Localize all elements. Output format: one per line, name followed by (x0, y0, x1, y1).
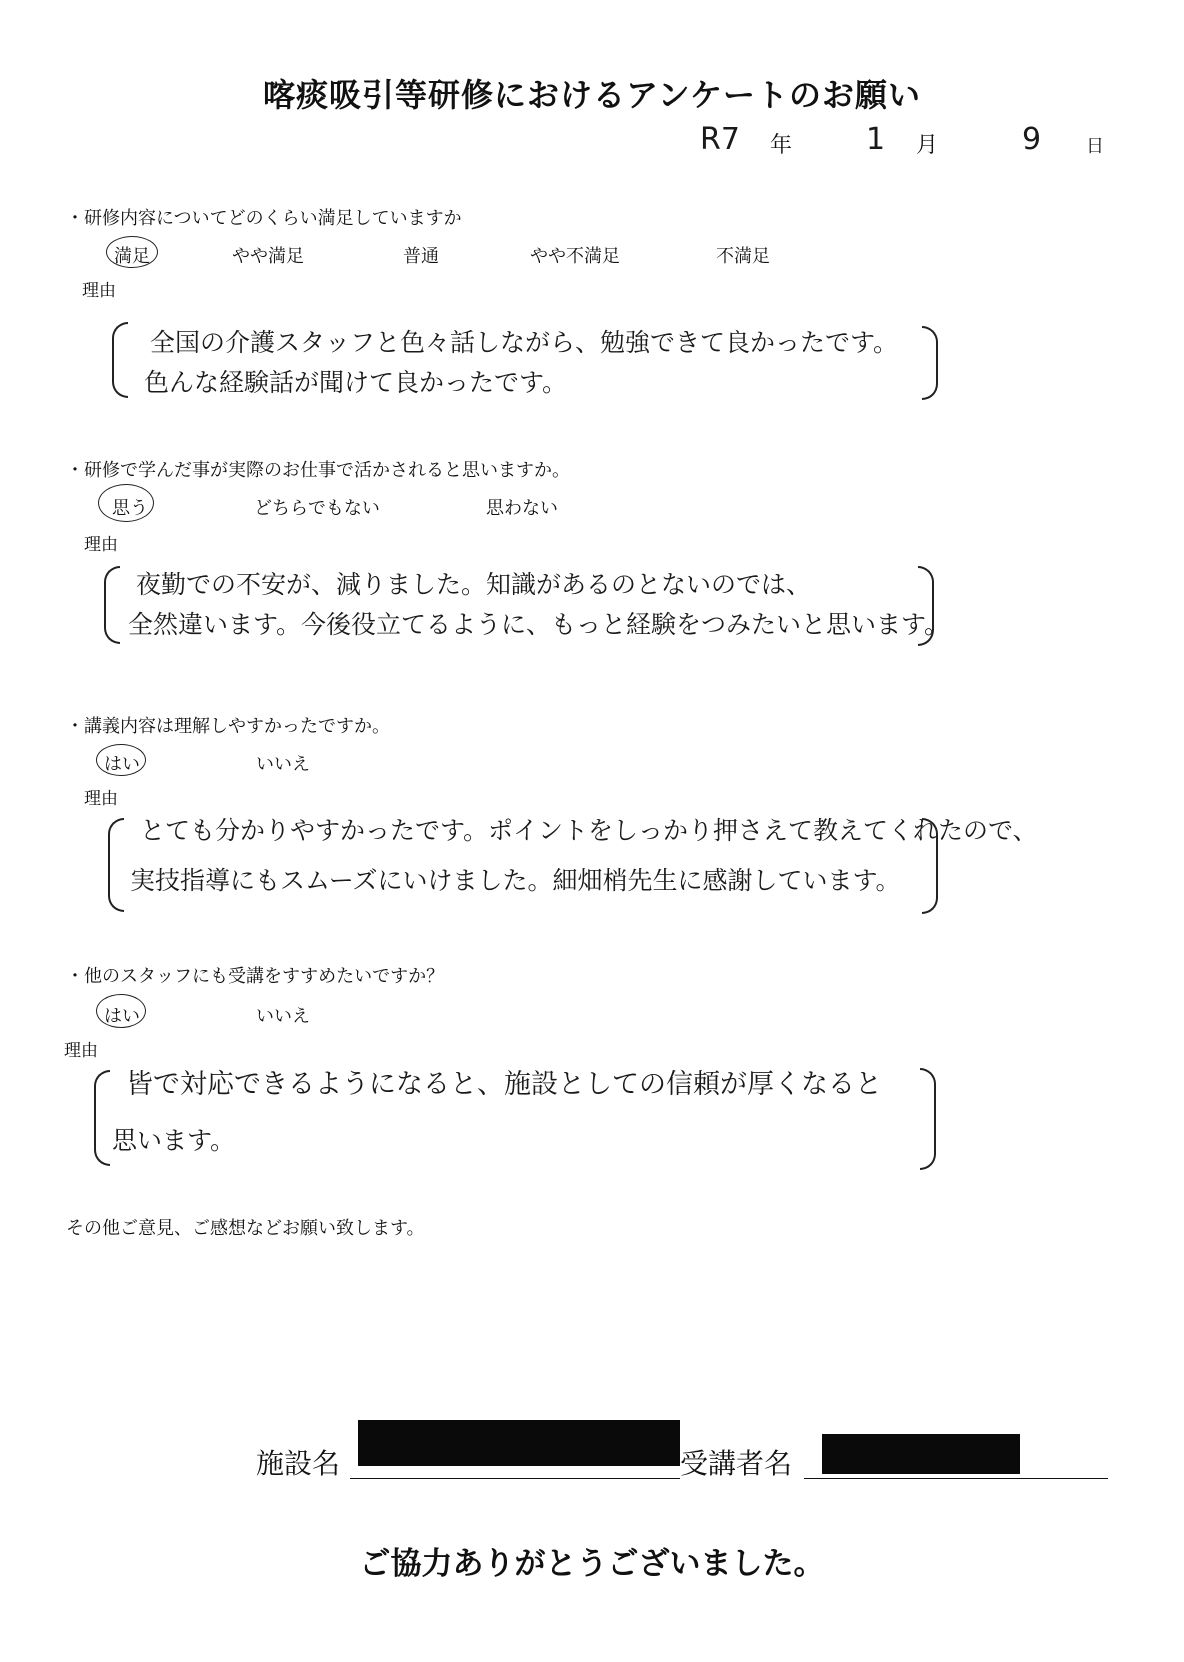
date-era-year: R7 (700, 122, 740, 157)
answer-line-2: 色んな経験話が聞けて良かったです。 (144, 368, 568, 397)
option-neutral: 普通 (403, 246, 439, 267)
reason-label: 理由 (64, 1041, 98, 1061)
facility-underline (350, 1478, 680, 1479)
answer-line-1: 夜勤での不安が、減りました。知識があるのとないのでは、 (136, 570, 812, 599)
facility-name-redaction (358, 1420, 680, 1466)
reason-label: 理由 (84, 535, 118, 555)
option-neither: どちらでもない (254, 498, 380, 519)
option-no: いいえ (256, 1006, 310, 1027)
option-yes: はい (104, 754, 140, 775)
option-somewhat-dissatisfied: やや不満足 (530, 246, 620, 267)
left-bracket (94, 1070, 110, 1166)
participant-label: 受講者名 (680, 1447, 793, 1480)
participant-underline (804, 1478, 1108, 1479)
answer-line-1: とても分かりやすかったです。ポイントをしっかり押さえて教えてくれたので、 (140, 816, 1038, 845)
question-text: ・研修で学んだ事が実際のお仕事で活かされると思いますか。 (66, 460, 570, 481)
left-bracket (104, 566, 120, 644)
right-bracket (920, 1068, 936, 1170)
reason-label: 理由 (84, 789, 118, 809)
option-satisfied: 満足 (114, 246, 150, 267)
selected-circle (96, 744, 146, 776)
thanks-message: ご協力ありがとうございました。 (359, 1546, 825, 1582)
option-somewhat-satisfied: やや満足 (232, 246, 304, 267)
date-day-label: 日 (1086, 136, 1104, 157)
page-title: 喀痰吸引等研修におけるアンケートのお願い (262, 76, 922, 114)
question-text: ・講義内容は理解しやすかったですか。 (66, 716, 390, 737)
left-bracket (112, 322, 128, 398)
answer-line-2: 実技指導にもスムーズにいけました。細畑梢先生に感謝しています。 (130, 866, 901, 895)
right-bracket (922, 326, 938, 400)
date-day: 9 (1022, 122, 1042, 157)
question-text: ・研修内容についてどのくらい満足していますか (66, 208, 462, 229)
answer-line-1: 皆で対応できるようになると、施設としての信頼が厚くなると (126, 1069, 882, 1100)
selected-circle (98, 484, 154, 522)
option-no: いいえ (256, 754, 310, 775)
reason-label: 理由 (82, 281, 116, 301)
date-month: 1 (866, 122, 886, 157)
answer-line-2: 全然違います。今後役立てるように、もっと経験をつみたいと思います。 (128, 610, 950, 639)
question-text: ・他のスタッフにも受講をすすめたいですか？ (66, 966, 445, 987)
left-bracket (108, 818, 124, 912)
other-comments-prompt: その他ご意見、ご感想などお願い致します。 (66, 1218, 425, 1239)
answer-line-1: 全国の介護スタッフと色々話しながら、勉強できて良かったです。 (150, 328, 899, 357)
date-year-label: 年 (770, 133, 793, 158)
option-dissatisfied: 不満足 (716, 246, 770, 267)
option-dont-think-so: 思わない (486, 498, 558, 519)
selected-circle (96, 994, 146, 1028)
option-think-so: 思う (112, 498, 148, 519)
selected-circle (106, 236, 158, 268)
participant-name-redaction (822, 1434, 1020, 1474)
date-month-label: 月 (916, 133, 939, 158)
option-yes: はい (104, 1006, 140, 1027)
facility-label: 施設名 (256, 1447, 341, 1480)
answer-line-2: 思います。 (112, 1126, 236, 1155)
